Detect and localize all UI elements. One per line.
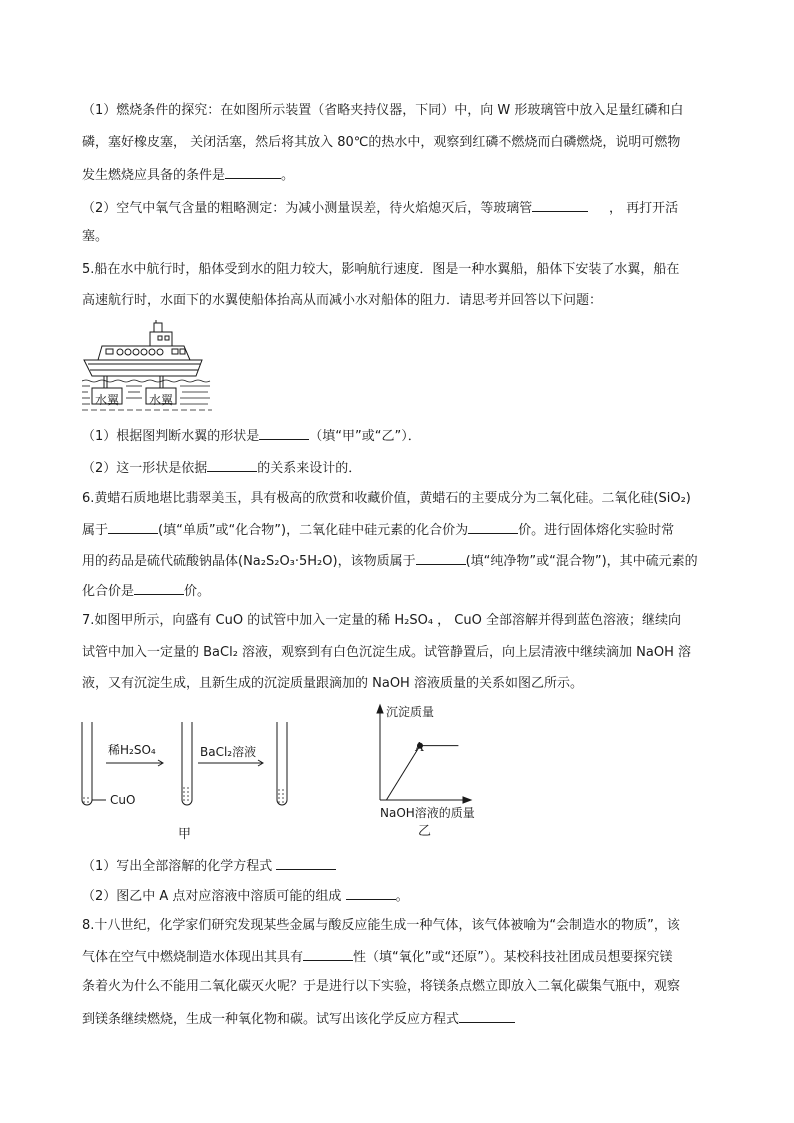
q5-sub1: （1）根据图判断水翼的形状是 （填“甲”或“乙”）． — [82, 429, 421, 444]
point-a-label: A — [415, 740, 424, 754]
answer-blank[interactable] — [303, 948, 353, 961]
precipitate-mass-chart — [360, 700, 510, 842]
chart-caption: 乙 — [418, 824, 432, 839]
q6-line1: 6.黄蜡石质地堪比翡翠美玉，具有极高的欣赏和收藏价值，黄蜡石的主要成分为二氧化硅。二氧化硅(SiO₂) — [82, 491, 691, 506]
q4-part2-line2: 塞。 — [82, 229, 109, 244]
q6-line2: 属于 (填“单质”或“化合物”)，二氧化硅中硅元素的化合价为 价。进行固体熔化实验时常 — [82, 523, 675, 538]
answer-blank[interactable] — [346, 887, 396, 900]
q7-line3: 液，又有沉淀生成，且新生成的沉淀质量跟滴加的 NaOH 溶液质量的关系如图乙所示。 — [82, 676, 583, 691]
wing-label-2: 水翼 — [149, 393, 174, 407]
answer-blank[interactable] — [276, 857, 336, 870]
q5-sub2: （2）这一形状是依据 的关系来设计的． — [82, 461, 362, 476]
q4-part1-line2: 磷，塞好橡皮塞， 关闭活塞，然后将其放入 80℃的热水中，观察到红磷不燃烧而白磷燃烧，说明可燃物 — [82, 135, 681, 150]
q6-line3: 用的药品是硫代硫酸钠晶体(Na₂S₂O₃·5H₂O)，该物质属于 (填“纯净物”或“混合物”)，其中硫元素的 — [82, 554, 698, 569]
chart-xlabel: NaOH溶液的质量 — [380, 806, 475, 820]
q6-line4: 化合价是 价。 — [82, 584, 211, 599]
q5-stem-line2: 高速航行时，水面下的水翼使船体抬高从而减小水对船体的阻力．请思考并回答以下问题： — [82, 293, 603, 308]
answer-blank[interactable] — [134, 582, 184, 595]
answer-blank[interactable] — [207, 459, 257, 472]
q8-line2: 气体在空气中燃烧制造水体现出其具有 性（填“氧化”或“还原”）。某校科技社团成员想要探究镁 — [82, 950, 673, 965]
q7-line2: 试管中加入一定量的 BaCl₂ 溶液，观察到有白色沉淀生成。试管静置后，向上层清液中继续滴加 NaOH 溶 — [82, 645, 692, 660]
reagent-h2so4-label: 稀H₂SO₄ — [108, 743, 156, 757]
figure-a-caption: 甲 — [178, 827, 192, 842]
q5-stem-line1: 5.船在水中航行时，船体受到水的阻力较大，影响航行速度．图是一种水翼船，船体下安装了水翼，船在 — [82, 262, 680, 277]
wing-label-1: 水翼 — [95, 393, 120, 407]
cuo-label: CuO — [110, 793, 136, 807]
answer-blank[interactable] — [459, 1010, 515, 1023]
answer-blank[interactable] — [108, 521, 158, 534]
chart-ylabel: 沉淀质量 — [386, 705, 435, 719]
x-axis-arrow — [463, 797, 471, 803]
answer-blank[interactable] — [225, 166, 281, 179]
answer-blank[interactable] — [468, 521, 518, 534]
q4-part1-line1: （1）燃烧条件的探究：在如图所示装置（省略夹持仪器，下同）中，向 W 形玻璃管中放入足量红磷和白 — [82, 103, 684, 118]
q4-part1-line3: 发生燃烧应具备的条件是 。 — [82, 168, 295, 183]
reagent-bacl2-label: BaCl₂溶液 — [200, 745, 257, 759]
q8-line1: 8.十八世纪，化学家们研究发现某些金属与酸反应能生成一种气体，该气体被喻为“会制造水的物质”，该 — [82, 918, 680, 933]
q4-part2-line1: （2）空气中氧气含量的粗略测定：为减小测量误差，待火焰熄灭后，等玻璃管 ， 再打开活 — [82, 201, 679, 216]
answer-blank[interactable] — [259, 427, 309, 440]
q7-sub1: （1）写出全部溶解的化学方程式 — [82, 857, 336, 875]
q8-line3: 条着火为什么不能用二氧化碳灭火呢？于是进行以下实验，将镁条点燃立即放入二氧化碳集气瓶中，观察 — [82, 979, 681, 994]
q8-line4: 到镁条继续燃烧，生成一种氧化物和碳。试写出该化学反应方程式 — [82, 1010, 515, 1028]
answer-blank[interactable] — [416, 552, 466, 565]
answer-blank[interactable] — [532, 199, 588, 212]
q7-sub2: （2）图乙中 A 点对应溶液中溶质可能的组成 。 — [82, 889, 409, 904]
q7-line1: 7.如图甲所示，向盛有 CuO 的试管中加入一定量的稀 H₂SO₄ ， CuO 全部溶解并得到蓝色溶液；继续向 — [82, 613, 681, 628]
y-axis-arrow — [377, 705, 383, 713]
